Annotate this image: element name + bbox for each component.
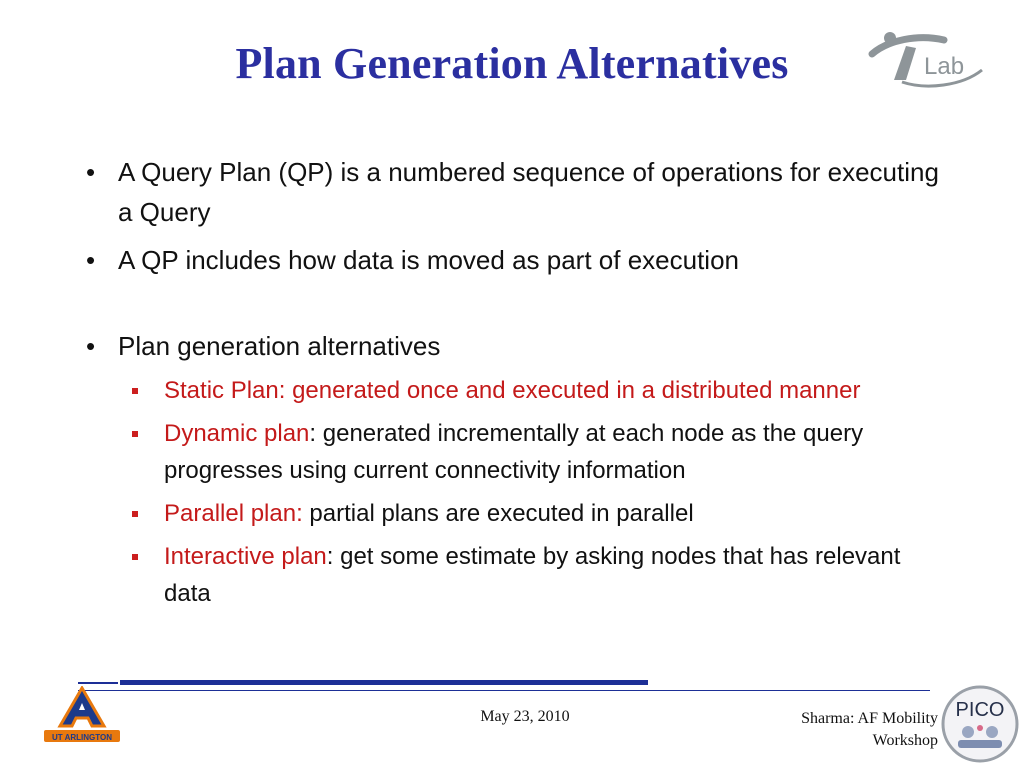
pico-logo (940, 684, 1020, 764)
pico-logo-text: PICO (955, 699, 1005, 721)
footer-date: May 23, 2010 (480, 708, 570, 725)
bullet-dot: • (86, 157, 96, 187)
sub-bullet-highlight: Dynamic plan (164, 420, 310, 447)
bullet-list (86, 152, 946, 612)
bullet-text: A QP includes how data is moved as part of execution (118, 245, 739, 275)
bullet-dot: • (86, 331, 96, 361)
sub-bullet-item (86, 538, 946, 612)
footer-credit (700, 708, 938, 752)
footer-credit-line2: Workshop (872, 732, 938, 749)
ut-arlington-logo-text: UT ARLINGTON (52, 733, 112, 742)
square-bullet-icon (132, 554, 138, 560)
ilab-logo (866, 24, 986, 90)
bullet-text: A Query Plan (QP) is a numbered sequence of operations for executing a Query (118, 157, 939, 227)
sub-bullet-text: : generated incrementally at each node as the query progresses using current connectivity information (164, 420, 864, 484)
ilab-logo-text: Lab (924, 53, 965, 80)
sub-bullet-highlight: Interactive plan (164, 543, 327, 570)
footer-divider-thick (120, 680, 648, 685)
sub-bullet-text: : get some estimate by asking nodes that has relevant data (164, 543, 901, 607)
sub-bullet-highlight: Static Plan: generated once and executed in a distributed manner (164, 377, 861, 404)
ut-arlington-logo (40, 686, 124, 744)
bullet-item (86, 240, 946, 280)
bullet-text: Plan generation alternatives (118, 331, 441, 361)
bullet-dot: • (86, 245, 96, 275)
slide-title: Plan Generation Alternatives (235, 39, 789, 88)
bullet-item (86, 152, 946, 232)
sub-bullet-text: partial plans are executed in parallel (302, 500, 694, 527)
sub-bullet-item (86, 415, 946, 489)
footer-divider-left (78, 682, 118, 684)
sub-bullet-highlight: Parallel plan: (164, 500, 303, 527)
footer-divider-thin (78, 690, 930, 691)
sub-bullet-item (86, 495, 946, 532)
bullet-item (86, 326, 946, 366)
square-bullet-icon (132, 511, 138, 517)
square-bullet-icon (132, 431, 138, 437)
footer-credit-line1: Sharma: AF Mobility (801, 710, 938, 727)
square-bullet-icon (132, 388, 138, 394)
sub-bullet-item (86, 372, 946, 409)
